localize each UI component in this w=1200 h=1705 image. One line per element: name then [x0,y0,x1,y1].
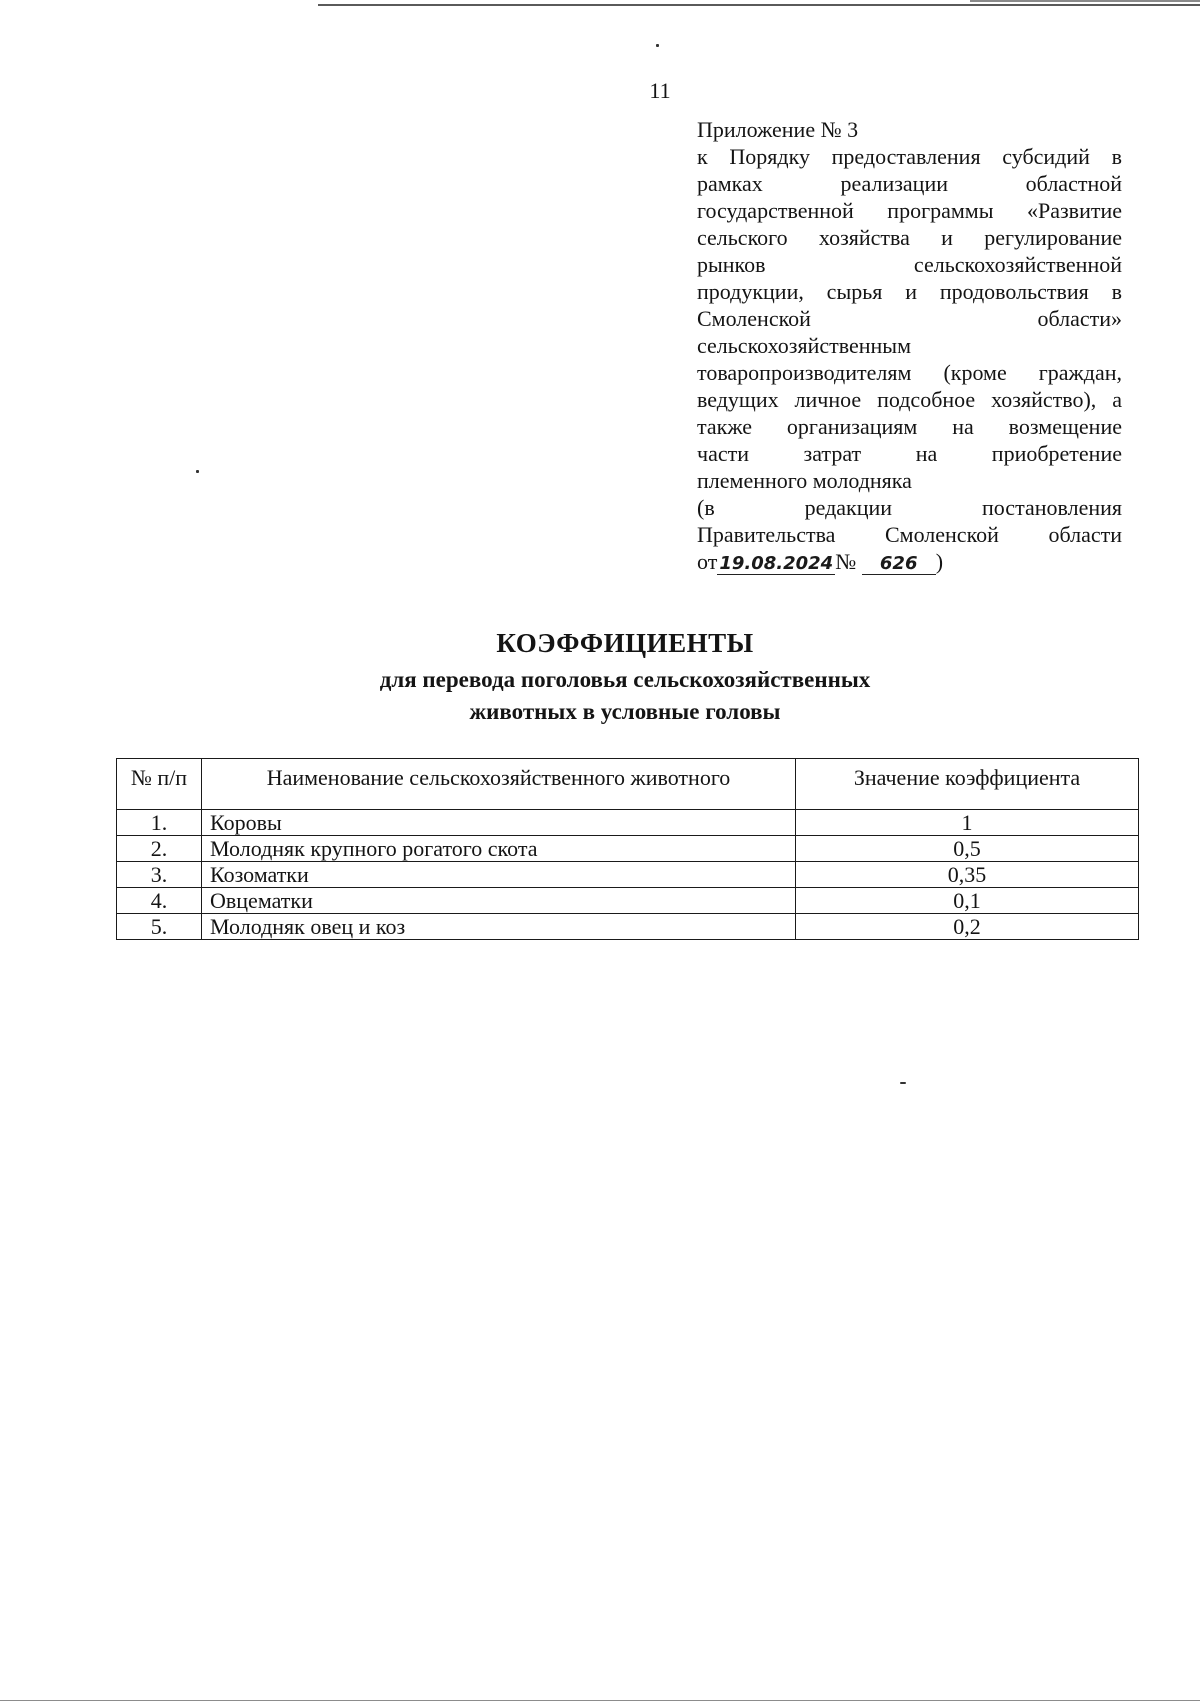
animal-name: Овцематки [202,888,796,914]
document-subtitle-line: животных в условные головы [469,699,781,724]
table-row [117,810,1139,836]
scan-edge-line [0,1700,1200,1701]
coefficients-table [116,758,1139,940]
annex-line: племенного молодняка [697,468,912,493]
animal-name: Молодняк крупного рогатого скота [202,836,796,862]
annex-line: Приложение № 3 [697,117,859,142]
annex-line: также организациям на возмещение [697,414,1122,439]
row-number: 5. [117,914,202,940]
document-title: КОЭФФИЦИЕНТЫ [496,628,754,658]
document-title-block [300,627,950,728]
animal-name: Молодняк овец и коз [202,914,796,940]
scan-edge-line [970,0,1200,2]
number-sign: № [835,549,857,574]
row-number: 1. [117,810,202,836]
annex-line: рынков сельскохозяйственной [697,252,1122,277]
annex-line: сельскохозяйственным [697,333,911,358]
table-header-row [117,759,1139,810]
coefficient-value: 0,2 [796,914,1139,940]
column-header-animal-name: Наименование сельскохозяйственного животного [202,759,796,810]
annex-line: продукции, сырья и продовольствия в [697,279,1122,304]
row-number: 2. [117,836,202,862]
row-number: 3. [117,862,202,888]
coefficient-value: 0,1 [796,888,1139,914]
row-number: 4. [117,888,202,914]
scan-speck [900,1082,906,1084]
annex-line: Смоленской области» [697,306,1122,331]
annex-line: ведущих личное подсобное хозяйство), а [697,387,1122,412]
table-row [117,888,1139,914]
date-prefix: от [697,549,718,574]
scan-edge-line [318,4,1200,6]
resolution-date-line [697,548,1122,575]
page-number: 11 [649,78,671,103]
annex-line: рамках реализации областной [697,171,1122,196]
scan-speck [196,470,199,473]
annex-line: (в редакции постановления [697,495,1122,520]
coefficient-value: 0,35 [796,862,1139,888]
annex-reference-block [697,116,1122,575]
annex-line: товаропроизводителям (кроме граждан, [697,360,1122,385]
handwritten-number: 626 [862,554,936,575]
table-row [117,862,1139,888]
animal-name: Козоматки [202,862,796,888]
column-header-number: № п/п [117,759,202,810]
table-row [117,836,1139,862]
handwritten-date: 19.08.2024 [719,553,834,574]
coefficient-value: 0,5 [796,836,1139,862]
scan-speck [656,44,659,47]
annex-line: Правительства Смоленской области [697,522,1122,547]
annex-line: сельского хозяйства и регулирование [697,225,1122,250]
annex-line: к Порядку предоставления субсидий в [697,144,1122,169]
table-row [117,914,1139,940]
animal-name: Коровы [202,810,796,836]
document-subtitle-line: для перевода поголовья сельскохозяйственных [379,667,871,692]
coefficient-value: 1 [796,810,1139,836]
closing-paren: ) [935,549,944,574]
column-header-coefficient: Значение коэффициента [796,759,1139,810]
annex-line: части затрат на приобретение [697,441,1122,466]
annex-line: государственной программы «Развитие [697,198,1122,223]
